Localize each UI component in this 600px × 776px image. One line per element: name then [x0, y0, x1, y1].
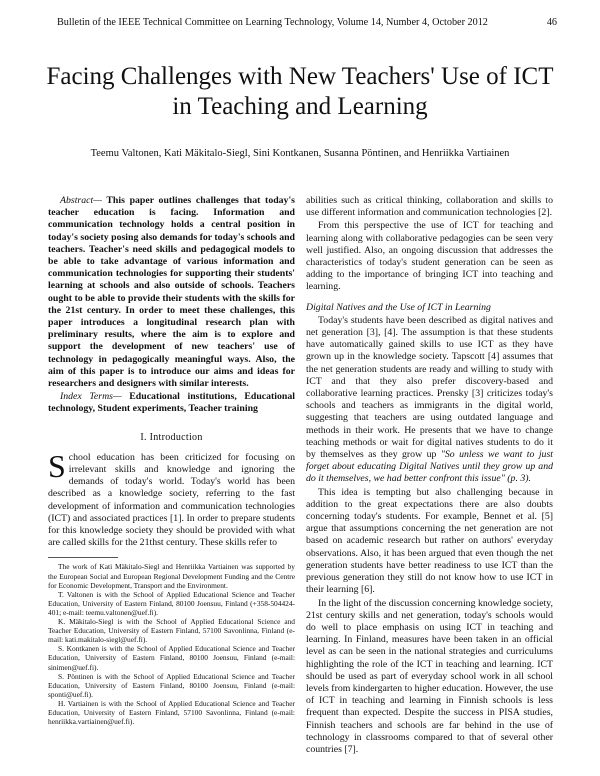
body-paragraph: This idea is tempting but also challenging because in addition to the great expectations there are also doubts concerning today's students. For example, Bennet et al. [5] argue that assumptions concerning the net generation are not based on academic research but rather on authors' everyday observations. Also, it has been argued that even though the net generation students have better readiness to use ICT than the previous generation they still do not know how to use ICT in their learning [6].	[306, 486, 553, 596]
intro-paragraph	[48, 447, 295, 550]
running-header	[57, 17, 557, 28]
footnote-rule	[48, 557, 118, 558]
author-list: Teemu Valtonen, Kati Mäkitalo-Siegl, Sini Kontkanen, Susanna Pöntinen, and Henriikka Vartiainen	[90, 148, 510, 159]
footnote: K. Mäkitalo-Siegl is with the School of Applied Educational Science and Teacher Education, University of Eastern Finland, 57100 Savonlinna, Finland (e-mail: kati.makitalo-siegl@uef.fi).	[48, 617, 295, 645]
body-paragraph: abilities such as critical thinking, collaboration and skills to use different information and communication technologies [2].	[306, 195, 553, 219]
section-heading-introduction: I. Introduction	[140, 431, 203, 443]
index-terms-label: Index Terms—	[60, 391, 122, 403]
footnote: S. Pöntinen is with the School of Applied Educational Science and Teacher Education, University of Eastern Finland, 80100 Joensuu, Finland (e-mail: sponti@uef.fi).	[48, 671, 295, 699]
index-terms-text: Educational institutions, Educational technology, Student experiments, Teacher training	[48, 391, 295, 415]
page-number: 46	[546, 17, 557, 28]
body-paragraph: In the light of the discussion concerning knowledge society, 21st century skills and net generation, today's schools would do well to place emphasis on using ICT in teaching and learning. In Finland, measures have been taken in an official level as can be seen in the national strategies and curriculums highlighting the role of the ICT in teaching and learning. ICT should be used as part of everyday school work in all school levels from kindergarten to higher education. However, the use of ICT in teaching and learning in Finnish schools is less frequent than expected. Despite the success in PISA studies, Finnish teachers and schools are far behind in the use of technology in classrooms compared to that of several other countries [7].	[306, 597, 553, 755]
paper-title: Facing Challenges with New Teachers' Use of ICT in Teaching and Learning	[46, 63, 554, 120]
drop-cap: S	[48, 447, 66, 484]
footnote: T. Valtonen is with the School of Applied Educational Science and Teacher Education, University of Eastern Finland, 80100 Joensuu, Finland (+358-504424-401; e-mail: teemu.valtonen@uef.fi).	[48, 589, 295, 617]
abstract	[48, 195, 295, 390]
body-text: Today's students have been described as digital natives and net generation [3], [4]. The assumption is that these students have automatically gained skills to use ICT as they have grown up in the knowledge society. Tapscott [4] assumes that the net generation students are ready and willing to study with ICT and that they also prefer discovery-based and collaborative learning practices. Prensky [3] criticizes today's schools and teachers as immigrants in the digital world, suggesting that teachers are using outdated language and methods in their work. He presents that we have to change teaching methods or wait for digital natives students to do it by themselves as they grow up	[306, 314, 553, 461]
left-column	[48, 195, 295, 726]
footnotes	[48, 557, 295, 726]
right-column	[306, 195, 553, 757]
footnote: S. Kontkanen is with the School of Applied Educational Science and Teacher Education, University of Eastern Finland, 80100 Joensuu, Finland (e-mail: sinimen@uef.fi).	[48, 644, 295, 672]
footnote: H. Vartiainen is with the School of Applied Educational Science and Teacher Education, University of Eastern Finland, 57100 Savonlinna, Finland (e-mail: henriikka.vartiainen@uef.fi).	[48, 698, 295, 727]
abstract-text: This paper outlines challenges that today's teacher education is facing. Information and communication technology holds a central position in today's society posing also demands for today's schools and teachers. Teacher's need skills and pedagogical models to be able to take advantage of various information and communication technologies for supporting their students' learning at schools and also outside of schools. Teachers ought to be able to provide their students with the skills for the 21st century. In order to meet these challenges, this paper introduces a longitudinal research plan with preliminary results, where the aim is to explore and support the development of new teachers' use of technology in pedagogically meaningful ways. Also, the aim of this paper is to introduce our aims and ideas for researchers and designers with similar interests.	[48, 195, 295, 390]
subsection-heading: Digital Natives and the Use of ICT in Learning	[306, 301, 491, 313]
footnote: The work of Kati Mäkitalo-Siegl and Henriikka Vartiainen was supported by the European Social and European Regional Development Funding and the Centre for Economic Development, Transport and the Environment.	[48, 562, 295, 590]
intro-text: chool education has been criticized for focusing on irrelevant skills and knowledge and ignoring the demands of today's world. Today's world has been described as a knowledge society, referring to the fast development of information and communication technologies (ICT) and associated practices [1]. In order to prepare students for this knowledge society they should be provided with what are called skills for the 21thst century. These skills refer to	[48, 451, 295, 549]
body-paragraph	[306, 315, 553, 486]
prensky-quote: "So unless we want to just forget about educating Digital Natives until they grow up and do it themselves, we had better confront this issue" (p. 3).	[306, 449, 553, 485]
index-terms	[48, 391, 295, 415]
body-paragraph: From this perspective the use of ICT for teaching and learning along with collaborative pedagogies can be seen very well justified. Also, an ongoing discussion that addresses the characteristics of today's student generation can be seen as adding to the importance of bringing ICT into teaching and learning.	[306, 220, 553, 293]
journal-name: Bulletin of the IEEE Technical Committee on Learning Technology, Volume 14, Number 4, October 2012	[57, 17, 488, 28]
abstract-label: Abstract—	[60, 195, 102, 206]
